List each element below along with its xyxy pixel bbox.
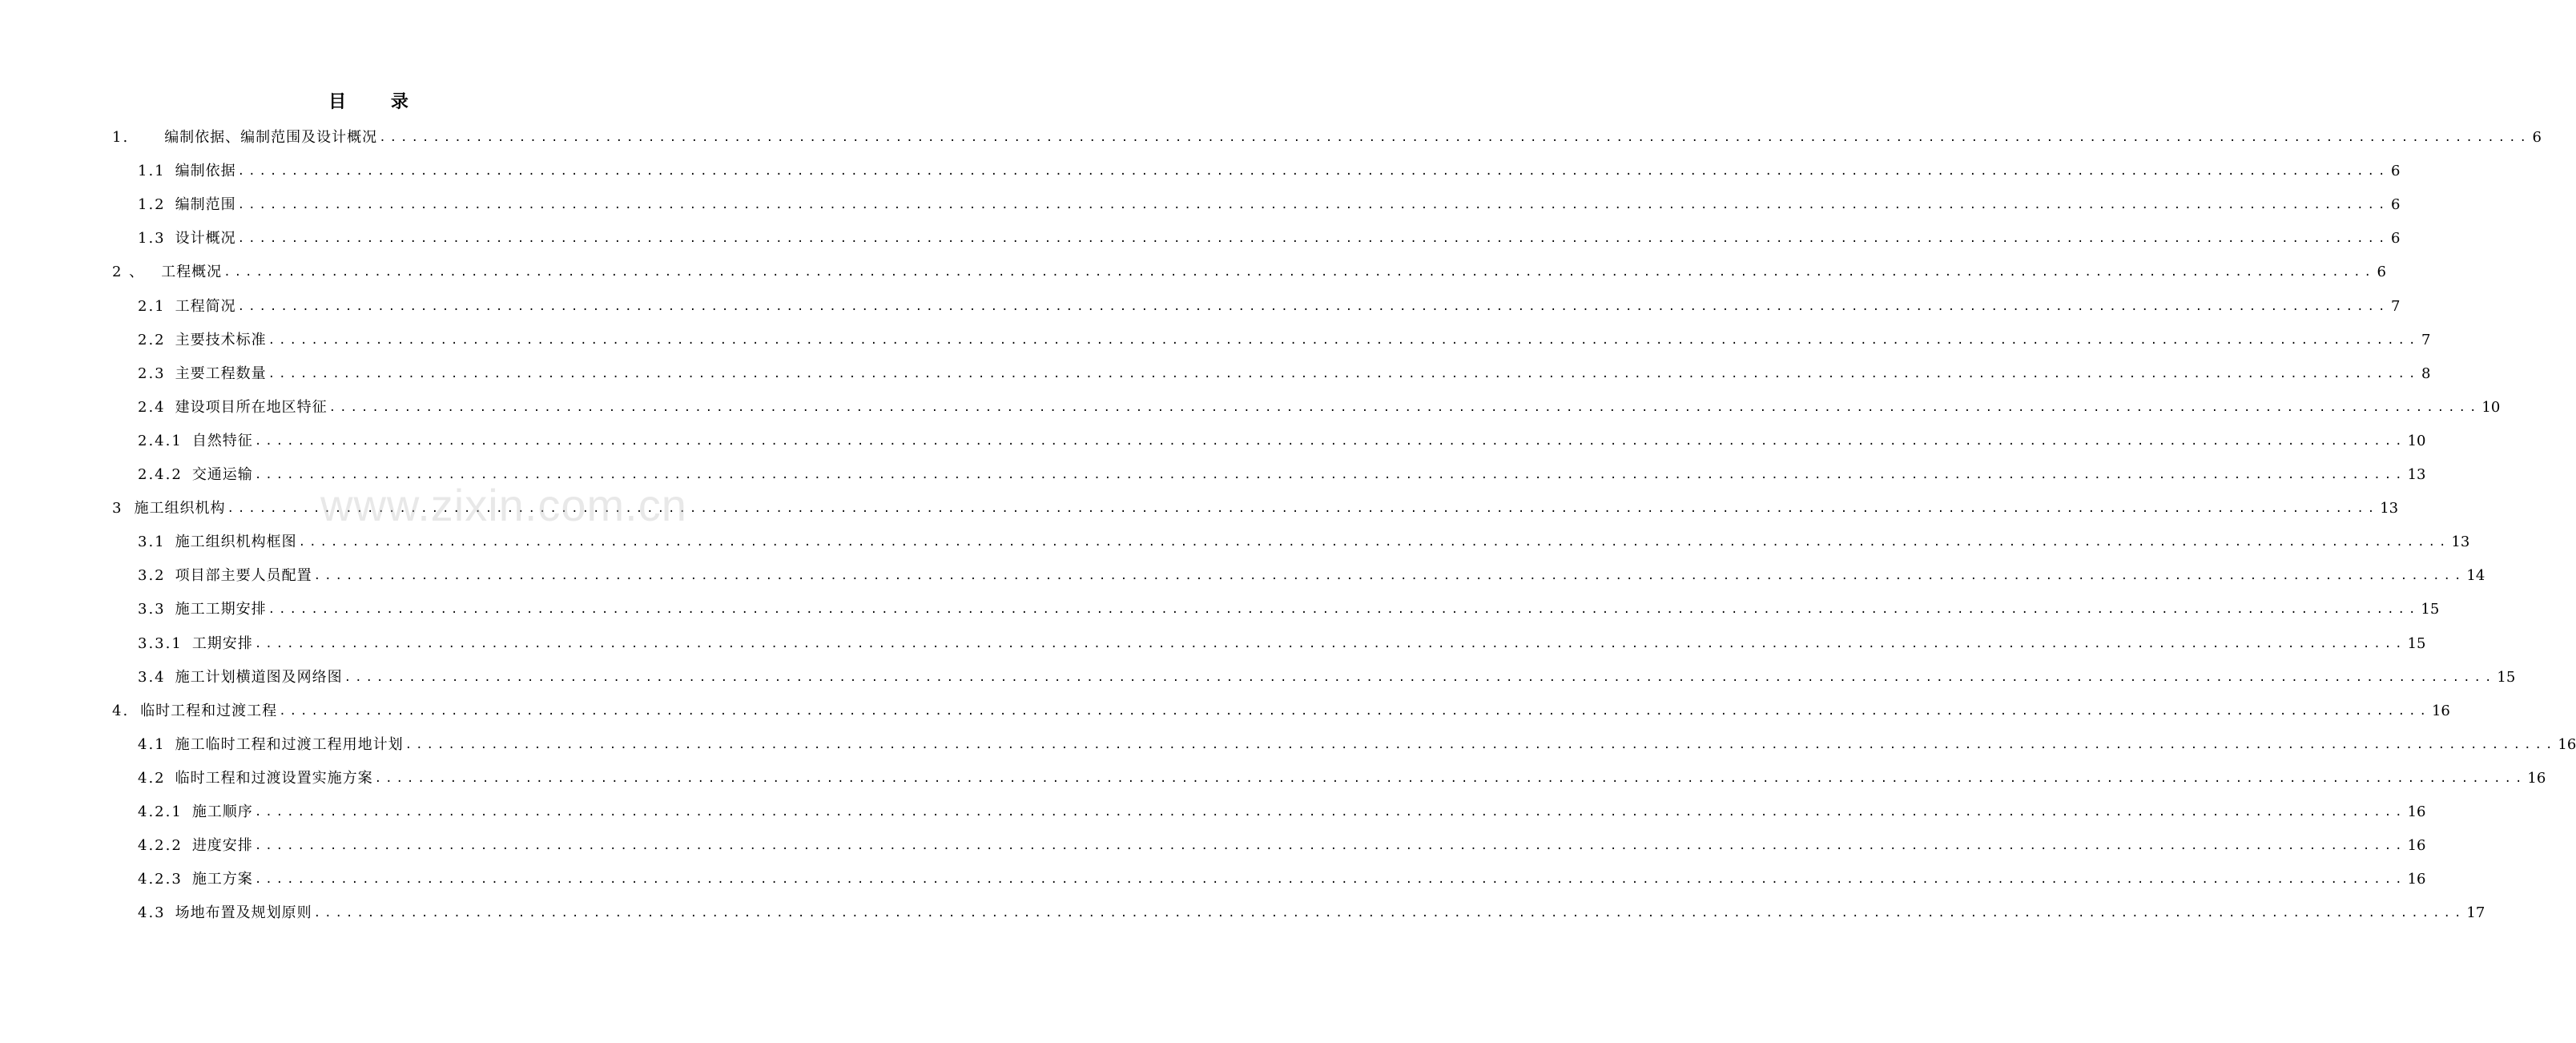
toc-entry-leader-dots: ........................................................................................................................................................................................................ bbox=[379, 131, 2530, 144]
toc-entry-title: 设计概况 bbox=[175, 230, 236, 247]
toc-entry-title: 项目部主要人员配置 bbox=[175, 567, 312, 584]
toc-entry-leader-dots: ........................................................................................................................................................................................................ bbox=[254, 840, 2406, 852]
toc-entry-number: 3.4 bbox=[138, 669, 166, 686]
toc-entry-leader-dots: ........................................................................................................................................................................................................ bbox=[268, 334, 2420, 347]
toc-entry[interactable] bbox=[138, 189, 2401, 221]
toc-entry[interactable] bbox=[138, 729, 2576, 761]
toc-entry-page-number: 6 bbox=[2377, 264, 2386, 280]
toc-entry-title: 临时工程和过渡设置实施方案 bbox=[175, 770, 373, 787]
toc-entry-leader-dots: ........................................................................................................................................................................................................ bbox=[268, 368, 2420, 381]
toc-entry-number: 2.4.2 bbox=[138, 466, 183, 483]
toc-entry-number: 2.2 bbox=[138, 332, 166, 348]
toc-entry[interactable] bbox=[138, 358, 2431, 390]
toc-entry-page-number: 14 bbox=[2466, 567, 2485, 584]
toc-entry[interactable] bbox=[138, 763, 2546, 795]
toc-entry-title: 临时工程和过渡工程 bbox=[140, 703, 278, 719]
toc-entry[interactable] bbox=[112, 122, 2542, 154]
toc-entry[interactable] bbox=[138, 324, 2431, 356]
toc-entry-number: 1. bbox=[112, 129, 130, 146]
toc-entry-page-number: 10 bbox=[2481, 399, 2501, 416]
toc-entry-leader-dots: ........................................................................................................................................................................................................ bbox=[254, 806, 2406, 819]
toc-entry-page-number: 16 bbox=[2558, 736, 2576, 753]
toc-entry[interactable] bbox=[138, 560, 2485, 592]
toc-entry-number: 4.2.1 bbox=[138, 803, 183, 820]
toc-entry-number: 2.1 bbox=[138, 298, 166, 315]
toc-entry-leader-dots: ........................................................................................................................................................................................................ bbox=[254, 873, 2406, 886]
toc-entry-leader-dots: ........................................................................................................................................................................................................ bbox=[227, 502, 2379, 515]
toc-entry-page-number: 16 bbox=[2431, 703, 2450, 719]
toc-entry[interactable] bbox=[112, 256, 2386, 288]
toc-entry-number: 2 、 bbox=[112, 264, 146, 280]
toc-entry-leader-dots: ........................................................................................................................................................................................................ bbox=[237, 300, 2389, 313]
toc-entry-page-number: 10 bbox=[2407, 433, 2426, 449]
toc-entry-number: 3.3.1 bbox=[138, 635, 183, 652]
toc-entry-title: 编制依据、编制范围及设计概况 bbox=[164, 129, 378, 146]
toc-entry-page-number: 16 bbox=[2407, 803, 2426, 820]
toc-entry-leader-dots: ........................................................................................................................................................................................................ bbox=[279, 705, 2430, 718]
toc-entry[interactable] bbox=[112, 695, 2450, 727]
toc-entry[interactable] bbox=[138, 223, 2401, 255]
toc-entry-title: 工程简况 bbox=[175, 298, 236, 315]
toc-entry-title: 施工计划横道图及网络图 bbox=[175, 669, 343, 686]
toc-entry-title: 工期安排 bbox=[191, 635, 253, 652]
toc-entry-number: 2.4 bbox=[138, 399, 166, 416]
toc-entry-number: 3.1 bbox=[138, 534, 166, 550]
toc-entry[interactable] bbox=[138, 830, 2426, 862]
toc-entry-number: 4.2 bbox=[138, 770, 166, 787]
toc-entry-page-number: 6 bbox=[2390, 230, 2401, 247]
toc-entry-number: 4.2.3 bbox=[138, 871, 183, 888]
toc-entry-title: 施工临时工程和过渡工程用地计划 bbox=[175, 736, 404, 753]
toc-entry-title: 编制依据 bbox=[175, 163, 236, 179]
toc-entry-number: 1.1 bbox=[138, 163, 166, 179]
toc-entry-leader-dots: ........................................................................................................................................................................................................ bbox=[313, 570, 2465, 582]
toc-entry[interactable] bbox=[138, 628, 2426, 660]
toc-entry-number: 4.1 bbox=[138, 736, 166, 753]
toc-entry-leader-dots: ........................................................................................................................................................................................................ bbox=[223, 266, 2375, 279]
toc-entry-title: 施工方案 bbox=[191, 871, 253, 888]
toc-entry[interactable] bbox=[138, 425, 2426, 457]
toc-entry-page-number: 8 bbox=[2421, 365, 2431, 382]
toc-entry[interactable] bbox=[138, 662, 2516, 694]
toc-entry-title: 施工工期安排 bbox=[175, 601, 267, 618]
toc-entry-leader-dots: ........................................................................................................................................................................................................ bbox=[237, 232, 2389, 245]
toc-entry-number: 4.3 bbox=[138, 904, 166, 921]
toc-entry[interactable] bbox=[138, 526, 2470, 558]
toc-entry-page-number: 15 bbox=[2497, 669, 2516, 686]
toc-entry-title: 自然特征 bbox=[191, 433, 253, 449]
toc-entry[interactable] bbox=[138, 155, 2401, 187]
toc-entry-number: 3.3 bbox=[138, 601, 166, 618]
toc-entry-title: 施工组织机构 bbox=[134, 500, 226, 517]
toc-entry-title: 施工顺序 bbox=[191, 803, 253, 820]
toc-entry-title: 建设项目所在地区特征 bbox=[175, 399, 328, 416]
toc-entry[interactable] bbox=[138, 291, 2401, 323]
toc-entry-page-number: 16 bbox=[2407, 871, 2426, 888]
toc-entry-title: 施工组织机构框图 bbox=[175, 534, 297, 550]
toc-entry-leader-dots: ........................................................................................................................................................................................................ bbox=[374, 772, 2526, 785]
toc-title: 目 录 bbox=[328, 91, 428, 112]
toc-entry-leader-dots: ........................................................................................................................................................................................................ bbox=[344, 671, 2496, 684]
toc-entry-page-number: 16 bbox=[2407, 837, 2426, 854]
toc-entry-page-number: 15 bbox=[2407, 635, 2426, 652]
toc-entry[interactable] bbox=[138, 796, 2426, 828]
toc-entry-leader-dots: ........................................................................................................................................................................................................ bbox=[268, 603, 2420, 616]
toc-entry-page-number: 13 bbox=[2380, 500, 2399, 517]
toc-entry-leader-dots: ........................................................................................................................................................................................................ bbox=[405, 739, 2557, 751]
toc-entry-page-number: 13 bbox=[2407, 466, 2426, 483]
toc-entry-title: 主要工程数量 bbox=[175, 365, 267, 382]
toc-entry-page-number: 6 bbox=[2532, 129, 2542, 146]
toc-entry-leader-dots: ........................................................................................................................................................................................................ bbox=[313, 907, 2465, 920]
toc-entry-page-number: 7 bbox=[2421, 332, 2431, 348]
toc-entry-number: 4.2.2 bbox=[138, 837, 183, 854]
toc-entry-title: 工程概况 bbox=[161, 264, 223, 280]
toc-entry[interactable] bbox=[138, 594, 2440, 626]
toc-entry-number: 4. bbox=[112, 703, 130, 719]
watermark: www.zixin.com.cn bbox=[320, 480, 687, 530]
toc-entry-page-number: 6 bbox=[2390, 163, 2401, 179]
toc-entry[interactable] bbox=[112, 493, 2399, 525]
toc-entry-leader-dots: ........................................................................................................................................................................................................ bbox=[237, 199, 2389, 211]
toc-entry[interactable] bbox=[138, 392, 2501, 424]
toc-entry-page-number: 17 bbox=[2466, 904, 2485, 921]
toc-entry-page-number: 16 bbox=[2527, 770, 2546, 787]
toc-entry[interactable] bbox=[138, 459, 2426, 491]
toc-entry-number: 1.2 bbox=[138, 196, 166, 213]
toc-entry-title: 主要技术标准 bbox=[175, 332, 267, 348]
toc-entry-leader-dots: ........................................................................................................................................................................................................ bbox=[254, 638, 2406, 650]
toc-entry-page-number: 13 bbox=[2451, 534, 2470, 550]
toc-entry-leader-dots: ........................................................................................................................................................................................................ bbox=[254, 435, 2406, 448]
toc-entry-title: 场地布置及规划原则 bbox=[175, 904, 312, 921]
toc-entry-title: 交通运输 bbox=[191, 466, 253, 483]
toc-entry-number: 1.3 bbox=[138, 230, 166, 247]
toc-entry-title: 进度安排 bbox=[191, 837, 253, 854]
toc-entry-page-number: 6 bbox=[2390, 196, 2401, 213]
toc-entry-page-number: 7 bbox=[2390, 298, 2401, 315]
toc-entry-number: 2.3 bbox=[138, 365, 166, 382]
toc-entry-number: 3.2 bbox=[138, 567, 166, 584]
toc-entry-leader-dots: ........................................................................................................................................................................................................ bbox=[254, 469, 2406, 481]
toc-entry-title: 编制范围 bbox=[175, 196, 236, 213]
toc-entry-leader-dots: ........................................................................................................................................................................................................ bbox=[237, 165, 2389, 178]
toc-entry-number: 3 bbox=[112, 500, 123, 517]
toc-entry-leader-dots: ........................................................................................................................................................................................................ bbox=[328, 401, 2481, 414]
toc-entry-leader-dots: ........................................................................................................................................................................................................ bbox=[298, 536, 2450, 549]
toc-entry[interactable] bbox=[138, 864, 2426, 896]
toc-entry[interactable] bbox=[138, 897, 2485, 929]
toc-entry-number: 2.4.1 bbox=[138, 433, 183, 449]
toc-entry-page-number: 15 bbox=[2421, 601, 2440, 618]
